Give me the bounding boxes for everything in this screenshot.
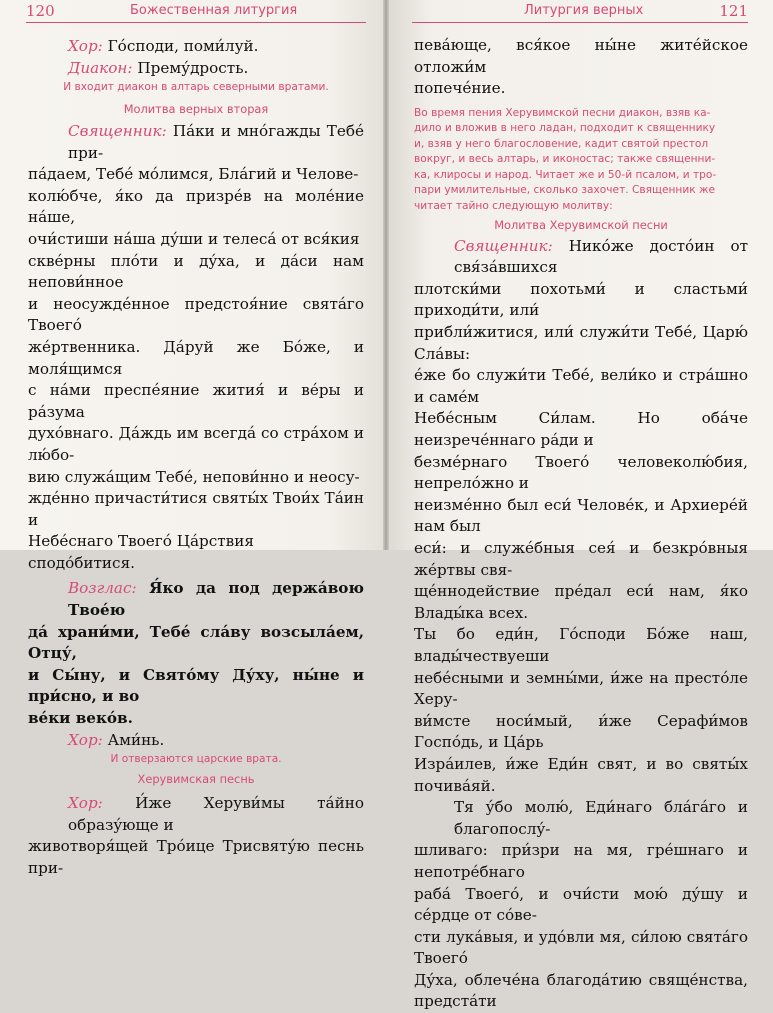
right-header	[412, 2, 748, 24]
priest-line: безме́рнаго Твоего́ человеколю́бия, непрело́жно и	[414, 452, 748, 493]
deacon-line: Диакон: Прему́дрость.	[68, 58, 249, 77]
priest-line: Изра́илев, и́же Еди́н свят, и во святы́х почива́яй.	[414, 754, 748, 795]
exclamation-line: да́ храни́ми, Тебе́ сла́ву возсыла́ем, Отцу́,	[28, 622, 364, 663]
priest-line: ще́ннодействие пре́дал еси́ нам, я́ко Влады́ка всех.	[414, 582, 748, 622]
priest-line: Тя у́бо молю́, Еди́наго бла́га́го и благопослу́-	[454, 798, 748, 838]
priest-line: прибли́житися, или́ служи́ти Тебе́, Царю́ Сла́вы:	[414, 323, 748, 363]
rubric-censing	[414, 106, 748, 215]
priest-line: раба́ Твоего́, и очи́сти мою́ ду́шу и се́рдце от со́ве-	[414, 884, 748, 925]
priest-line: е́же бо служи́ти Тебе́, вели́ко и стра́шно и самéм	[414, 366, 748, 406]
priest-line: неизме́нно был еси́ Челове́к, и Архиере́й нам был	[414, 495, 748, 536]
right-page	[386, 0, 773, 1011]
right-page-number: 121	[719, 2, 748, 20]
priest-line: колю́бче, я́ко да призре́в на моле́ние на́ше,	[28, 186, 364, 227]
priest-line: Небе́снаго Твоего́ Ца́рствия сподо́битися.	[28, 532, 254, 572]
priest-line: шливаго: при́зри на мя, гре́шнаго и непотре́бнаго	[414, 841, 748, 881]
priest-line: небе́сными и земны́ми, и́же на престо́ле Херу-	[414, 668, 748, 709]
priest-line: духо́внаго. Да́ждь им всегда́ со стра́хом и лю́бо-	[28, 424, 364, 464]
priest-line: вию служа́щим Тебе́, непови́нно и неосу-	[28, 467, 360, 486]
priest-line-1: Священник: Па́ки и мно́гажды Тебе́ при-	[68, 122, 365, 162]
priest-line: с на́ми преспе́яние жития́ и ве́ры и ра́зума	[28, 381, 364, 421]
hymn-title-cherubic: Херувимская песнь	[137, 771, 255, 786]
choir-hymn-line: животворя́щей Тро́ице Трисвяту́ю песнь при-	[28, 837, 364, 877]
exclamation-line: и Сы́ну, и Свято́му Ду́ху, ны́не и при́сно, и во	[28, 665, 364, 706]
hymn-continued-line: пева́юще, вся́кое ны́не жите́йское отложи́м	[414, 36, 748, 76]
left-text-column	[28, 36, 364, 879]
priest-line: еси́: и служе́бныя сея́ и безкро́вныя же́ртвы свя-	[414, 539, 748, 579]
priest-line: плотски́ми похотьми́ и сластьми́ приходи́ти, или́	[414, 279, 748, 320]
left-page	[0, 0, 386, 877]
priest-line: очи́стиши на́ша ду́ши и телеса́ от вся́кия	[28, 229, 360, 248]
priest-line: скве́рны пло́ти и ду́ха, и да́си нам непови́нное	[28, 251, 364, 292]
rubric-line: читает тайно следующую молитву:	[414, 199, 613, 212]
priest-line: Ду́ха, облече́на благода́тию свяще́нства, предста́ти	[414, 970, 748, 1011]
choir-amen-line: Хор: Ами́нь.	[68, 730, 165, 749]
rubric-deacon-enters: И входит диакон в алтарь северными вратами.	[63, 81, 329, 94]
exclamation-line-1: Возглас: Я́ко да под держа́вою Твое́ю	[68, 579, 364, 620]
rubric-line: дило и вложив в него ладан, подходит к священнику	[414, 122, 716, 135]
left-page-number: 120	[26, 2, 55, 20]
left-running-title: Божественная литургия	[130, 3, 298, 18]
rubric-line: ка, клиросы и народ. Читает же и 50-й псалом, и тро-	[414, 168, 717, 181]
right-running-title: Литургия верных	[524, 3, 644, 18]
rubric-line: вокруг, и весь алтарь, и иконостас; также священни-	[414, 153, 716, 166]
right-text-column	[414, 35, 748, 1013]
priest-line: жде́нно причасти́тися святы́х Твои́х Та́ин и	[28, 489, 364, 529]
priest-line: па́даем, Тебе́ мо́лимся, Бла́гий и Челове-	[28, 165, 359, 184]
priest-line: сти лука́выя, и удо́вли мя, си́лою свята́го Твоего́	[414, 927, 748, 968]
left-header	[26, 2, 356, 24]
rubric-line: Во время пения Херувимской песни диакон, взяв ка-	[414, 106, 711, 119]
priest-line: же́ртвенника. Да́руй же Бо́же, и моля́щимся	[28, 337, 364, 378]
priest-line-1: Священник: Нико́же досто́ин от свя́за́вшихся	[454, 236, 748, 277]
exclamation-line: ве́ки веко́в.	[28, 709, 133, 728]
rubric-line: пари умилительные, сколько захочет. Священник же	[414, 184, 716, 197]
rubric-royal-doors: И отверзаются царские врата.	[110, 753, 282, 766]
left-header-rule	[26, 22, 366, 23]
priest-line: ви́мсте носи́мый, и́же Серафи́мов Госпо́дь, и Ца́рь	[414, 711, 748, 752]
right-header-rule	[412, 22, 748, 23]
priest-line: Ты бо еди́н, Го́споди Бо́же наш, влады́чествуеши	[414, 625, 748, 665]
priest-line: и неосужде́нное предстоя́ние свята́го Твоего́	[28, 294, 364, 335]
rubric-line: и, взяв у него благословение, кадит святой престол	[414, 137, 709, 150]
choir-line-1: Хор: Го́споди, поми́луй.	[68, 37, 259, 55]
priest-line: Небе́сным Си́лам. Но оба́че неизрече́ннаго ра́ди и	[414, 409, 748, 450]
book-gutter	[383, 0, 389, 550]
hymn-continued-line: попече́ние.	[414, 79, 506, 98]
prayer-title-faithful-2: Молитва верных вторая	[123, 101, 269, 116]
prayer-title-cherubic: Молитва Херувимской песни	[494, 218, 668, 233]
choir-hymn-line-1: Хор: И́же Херуви́мы та́йно образу́юще и	[68, 794, 364, 834]
